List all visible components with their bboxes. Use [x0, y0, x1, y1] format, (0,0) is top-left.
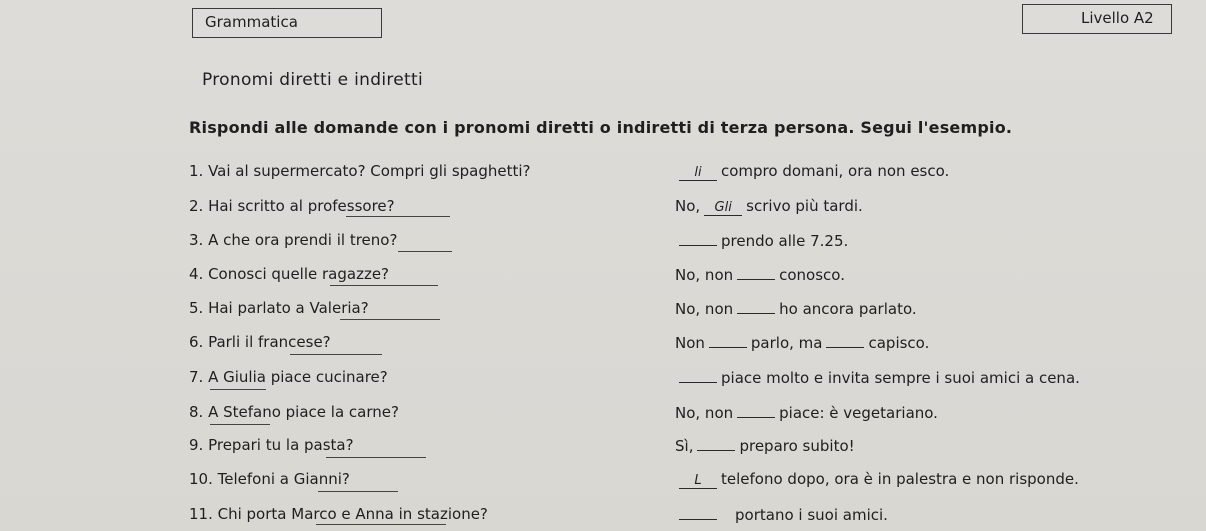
answer-11: portano i suoi amici.	[675, 505, 888, 524]
question-1: 1. Vai al supermercato? Compri gli spaghetti?	[189, 162, 531, 180]
answer-blank[interactable]	[737, 403, 775, 418]
answer-9: Sì, preparo subito!	[675, 437, 855, 455]
answer-2: No, Gli scrivo più tardi.	[675, 197, 863, 215]
question-9: 9. Prepari tu la pasta?	[189, 436, 354, 454]
question-4: 4. Conosci quelle ragazze?	[189, 265, 390, 283]
answer-blank-2[interactable]	[826, 333, 864, 348]
question-10: 10. Telefoni a Gianni?	[189, 470, 350, 488]
answer-blank[interactable]	[679, 368, 717, 383]
pencil-underline	[340, 319, 440, 320]
answer-10: L telefono dopo, ora è in palestra e non risponde.	[675, 470, 1079, 489]
answer-blank[interactable]	[737, 265, 775, 280]
question-8: 8. A Stefano piace la carne?	[189, 403, 399, 421]
answer-blank[interactable]	[679, 231, 717, 246]
pencil-underline	[318, 491, 398, 492]
answer-1: li compro domani, ora non esco.	[675, 162, 949, 181]
level-label: Livello A2	[1081, 9, 1154, 27]
answer-blank[interactable]	[679, 505, 717, 520]
question-2: 2. Hai scritto al professore?	[189, 197, 395, 215]
question-5: 5. Hai parlato a Valeria?	[189, 299, 369, 317]
pencil-underline	[290, 354, 382, 355]
answer-8: No, non piace: è vegetariano.	[675, 404, 938, 422]
question-6: 6. Parli il francese?	[189, 333, 331, 351]
answer-6: Non parlo, ma capisco.	[675, 334, 930, 352]
answer-blank[interactable]: li	[679, 166, 717, 181]
level-box	[1022, 4, 1172, 34]
answer-7: piace molto e invita sempre i suoi amici a cena.	[675, 368, 1080, 387]
pencil-underline	[398, 251, 452, 252]
exercise-instructions: Rispondi alle domande con i pronomi diretti o indiretti di terza persona. Segui l'esempio.	[189, 118, 1013, 137]
pencil-underline	[210, 389, 266, 390]
pencil-underline	[346, 216, 450, 217]
answer-3: prendo alle 7.25.	[675, 231, 848, 250]
exercise-title: Pronomi diretti e indiretti	[202, 70, 423, 90]
subject-label: Grammatica	[205, 13, 298, 31]
answer-blank[interactable]	[737, 299, 775, 314]
pencil-underline	[316, 524, 446, 525]
answer-blank[interactable]	[709, 333, 747, 348]
subject-box	[192, 8, 382, 38]
answer-blank[interactable]: L	[679, 474, 717, 489]
answer-blank[interactable]	[697, 436, 735, 451]
answer-5: No, non ho ancora parlato.	[675, 300, 917, 318]
answer-4: No, non conosco.	[675, 266, 845, 284]
answer-blank[interactable]: Gli	[704, 201, 742, 216]
question-7: 7. A Giulia piace cucinare?	[189, 368, 388, 386]
pencil-underline	[210, 424, 270, 425]
pencil-underline	[326, 457, 426, 458]
pencil-underline	[330, 285, 438, 286]
question-3: 3. A che ora prendi il treno?	[189, 231, 398, 249]
question-11: 11. Chi porta Marco e Anna in stazione?	[189, 505, 488, 523]
